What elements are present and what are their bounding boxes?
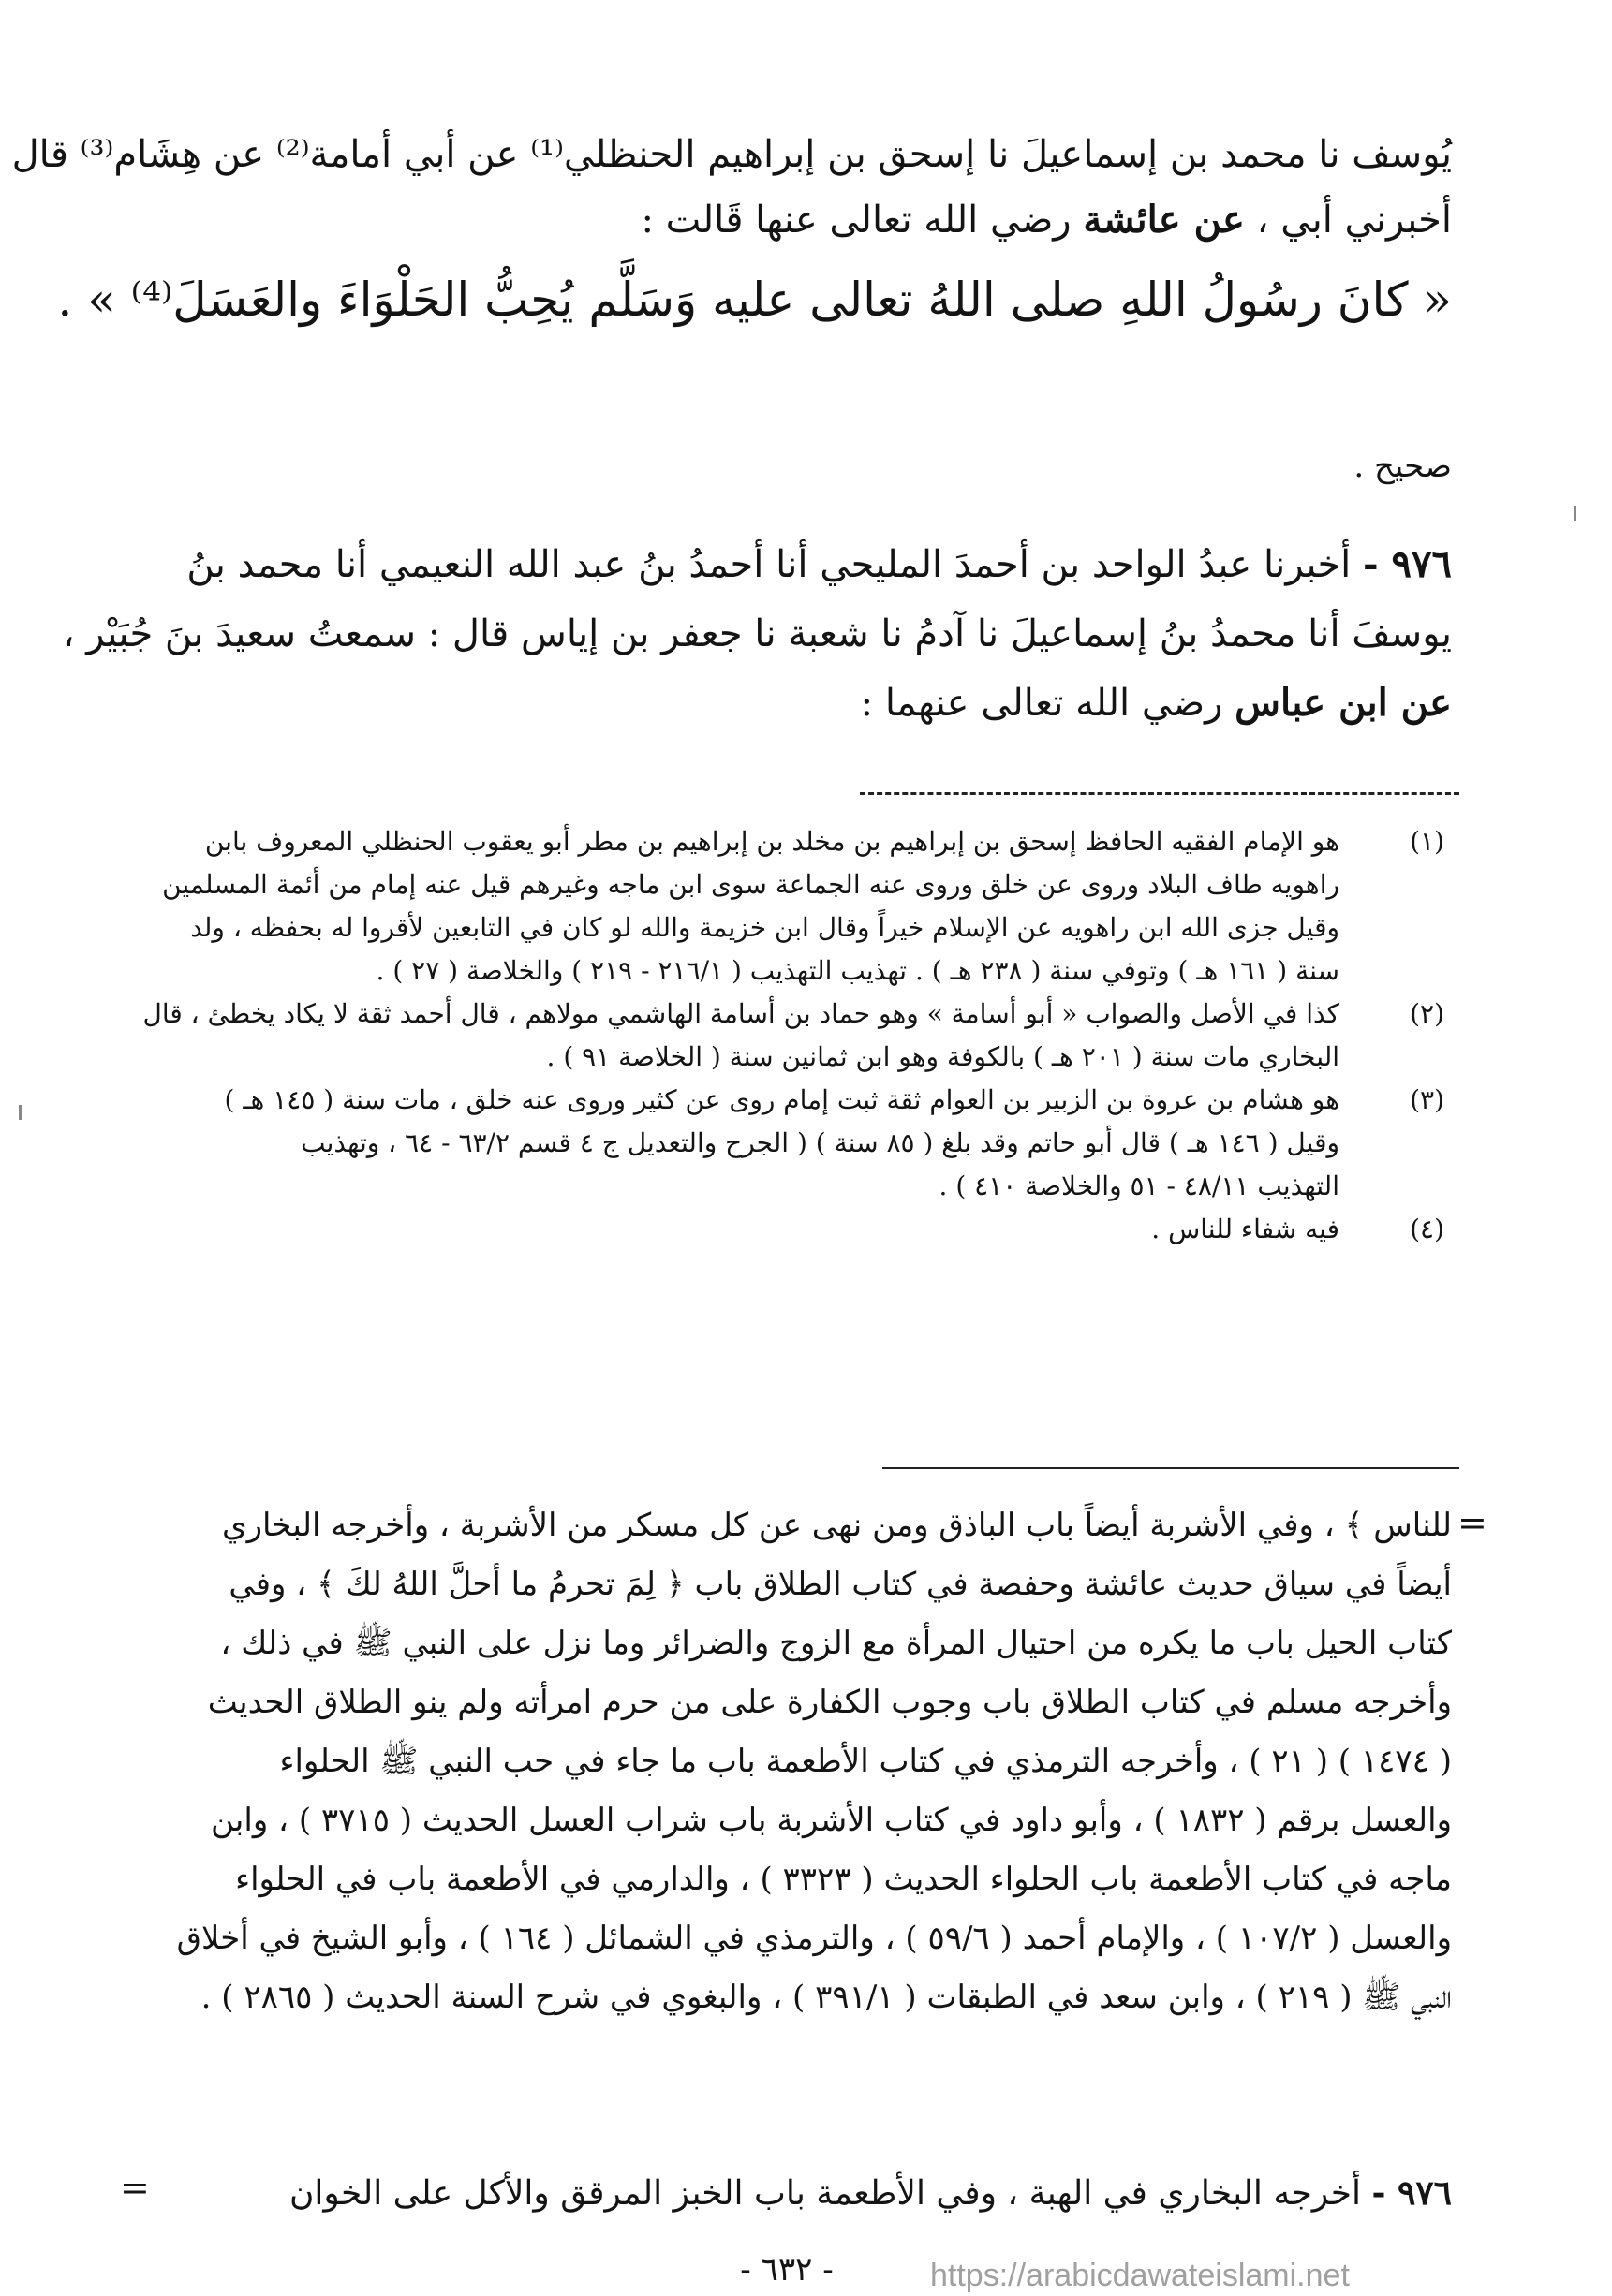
footnote-dashed-rule [860, 792, 1459, 795]
main-text [11, 122, 1452, 346]
footnote-line: وقيل ( ١٤٦ هـ ) قال أبو حاتم وقد بلغ ( ٨٥ سنة ) ( الجرح والتعديل ج ٤ قسم ٦٣/٢ - ٦٤ ، وتهذيب [301, 1127, 1339, 1158]
scan-speck [1574, 506, 1576, 521]
takhrij-line: وأخرجه مسلم في كتاب الطلاق باب وجوب الكفارة على من حرم امرأته ولم ينو الطلاق الحديث [207, 1684, 1452, 1721]
footnote-line: هو الإمام الفقيه الحافظ إسحق بن إبراهيم بن مخلد بن إبراهيم بن مطر أبو يعقوب الحنظلي المعروف بابن [204, 826, 1339, 857]
footnote [111, 1079, 1452, 1208]
takhrij-976-number: ٩٧٦ - [1371, 2173, 1452, 2213]
takhrij-line: ( ١٤٧٤ ) ( ٢١ ) ، وأخرجه الترمذي في كتاب الأطعمة باب ما جاء في حب النبي ﷺ الحلواء [279, 1743, 1452, 1780]
footnote-line: سنة ( ١٦١ هـ ) وتوفي سنة ( ٢٣٨ هـ ) . تهذيب التهذيب ( ٢١٦/١ - ٢١٩ ) والخلاصة ( ٢٧ ) . [376, 955, 1339, 986]
hadith-976-line-3-text: رضي الله تعالى عنهما : [860, 682, 1223, 725]
takhrij-976-text: أخرجه البخاري في الهبة ، وفي الأطعمة باب الخبز المرقق والأكل على الخوان [288, 2174, 1362, 2213]
footnote-line: فيه شفاء للناس . [1151, 1214, 1339, 1244]
main-line-2 [111, 187, 1452, 253]
footnote-number: (١) [1410, 826, 1444, 857]
footnote-number: (٤) [1410, 1214, 1444, 1244]
page-number: - ٦٣٢ - [740, 2251, 834, 2289]
takhrij-line: النبي ﷺ ( ٢١٩ ) ، وابن سعد في الطبقات ( ٣٩١/١ ) ، والبغوي في شرح السنة الحديث ( ٢٨٦٥ ) . [200, 1979, 1452, 2016]
takhrij-line: والعسل برقم ( ١٨٣٢ ) ، وأبو داود في كتاب الأشربة باب شراب العسل الحديث ( ٣٧١٥ ) ، وابن [211, 1802, 1452, 1839]
main-line-2-c: رضي الله تعالى عنها قَالت : [641, 199, 1072, 242]
takhrij-line: للناس ﴾ ، وفي الأشربة أيضاً باب الباذق ومن نهى عن كل مسكر من الأشربة ، وأخرجه البخاري [222, 1507, 1452, 1544]
footnote-line: وقيل جزى الله ابن راهويه عن الإسلام خيراً وقال ابن خزيمة والله لو كان في التابعين لأقروا له بحفظه ، ولد [190, 912, 1339, 943]
watermark-url: https://arabicdawateislami.net [930, 2258, 1350, 2293]
takhrij-976 [111, 2165, 1452, 2221]
hadith-text: « كانَ رسُولُ اللهِ صلى اللهُ تعالى عليه وَسَلَّم يُحِبُّ الحَلْوَاءَ والعَسَلَ⁽⁴⁾ » . [57, 272, 1452, 327]
main-line-1: يُوسف نا محمد بن إسماعيلَ نا إسحق بن إبراهيم الحنظلي⁽¹⁾ عن أبي أمامة⁽²⁾ عن هِشَام⁽³⁾ قال [11, 133, 1452, 176]
footnote-number: (٢) [1410, 998, 1444, 1029]
continuation-mark-2: = [120, 2167, 150, 2208]
hadith-976-line-2: يوسفَ أنا محمدُ بنُ إسماعيلَ نا آدمُ نا شعبة نا جعفر بن إياس قال : سمعتُ سعيدَ بنَ جُبَيْر ، [62, 612, 1452, 655]
takhrij-line: والعسل ( ١٠٧/٢ ) ، والإمام أحمد ( ٥٩/٦ ) ، والترمذي في الشمائل ( ١٦٤ ) ، وأبو الشيخ في أخلاق [176, 1920, 1452, 1957]
continuation-mark: = [1457, 1502, 1487, 1543]
hadith-976 [62, 530, 1452, 738]
hadith-grade: صحيح . [1353, 448, 1452, 485]
footnote [111, 1208, 1452, 1251]
footnote [111, 993, 1452, 1079]
footnotes [111, 820, 1452, 1251]
footnote-line: كذا في الأصل والصواب « أبو أسامة » وهو حماد بن أسامة الهاشمي مولاهم ، قال أحمد ثقة لا يكاد يخطئ ، قال [142, 998, 1339, 1029]
footnote-number: (٣) [1410, 1084, 1444, 1115]
footnote-line: هو هشام بن عروة بن الزبير بن العوام ثقة ثبت إمام روى عن كثير وروى عنه خلق ، مات سنة ( ١٤٥ هـ ) [224, 1084, 1339, 1115]
takhrij-line: أيضاً في سياق حديث عائشة وحفصة في كتاب الطلاق باب ﴿ لِمَ تحرمُ ما أحلَّ اللهُ لكَ ﴾ ، وفي [229, 1566, 1452, 1603]
takhrij-line: كتاب الحيل باب ما يكره من احتيال المرأة مع الزوج والضرائر وما نزل على النبي ﷺ في ذلك ، [220, 1625, 1452, 1662]
hadith-976-line-1-text: أخبرنا عبدُ الواحد بن أحمدَ المليحي أنا أحمدُ بنُ عبد الله النعيمي أنا محمد بنُ [186, 543, 1352, 586]
footnote-line: راهويه طاف البلاد وروى عن خلق وروى عنه الجماعة سوى ابن ماجه وغيرهم قيل عنه إمام من أئمة المسلمين [162, 869, 1339, 900]
hadith-976-line-3 [111, 669, 1452, 738]
scan-speck [19, 1105, 22, 1120]
hadith-976-line-1 [111, 530, 1452, 599]
footnote-line: التهذيب ٤٨/١١ - ٥١ والخلاصة ٤١٠ ) . [939, 1170, 1339, 1201]
takhrij-notes [111, 1496, 1452, 2027]
main-line-2-a: أخبرني أبي ، [1256, 199, 1452, 242]
footnote [111, 820, 1452, 993]
narrator-aisha: عن عائشة [1083, 198, 1245, 242]
narrator-ibn-abbas: عن ابن عباس [1235, 681, 1452, 725]
takhrij-rule [882, 1467, 1459, 1469]
takhrij-976-line [111, 2165, 1452, 2221]
footnote-line: البخاري مات سنة ( ٢٠١ هـ ) بالكوفة وهو ابن ثمانين سنة ( الخلاصة ٩١ ) . [546, 1041, 1339, 1072]
takhrij-line: ماجه في كتاب الأطعمة باب الحلواء الحديث ( ٣٣٢٣ ) ، والدارمي في الأطعمة باب في الحلواء [235, 1861, 1452, 1898]
hadith-number: ٩٧٦ - [1363, 542, 1452, 586]
